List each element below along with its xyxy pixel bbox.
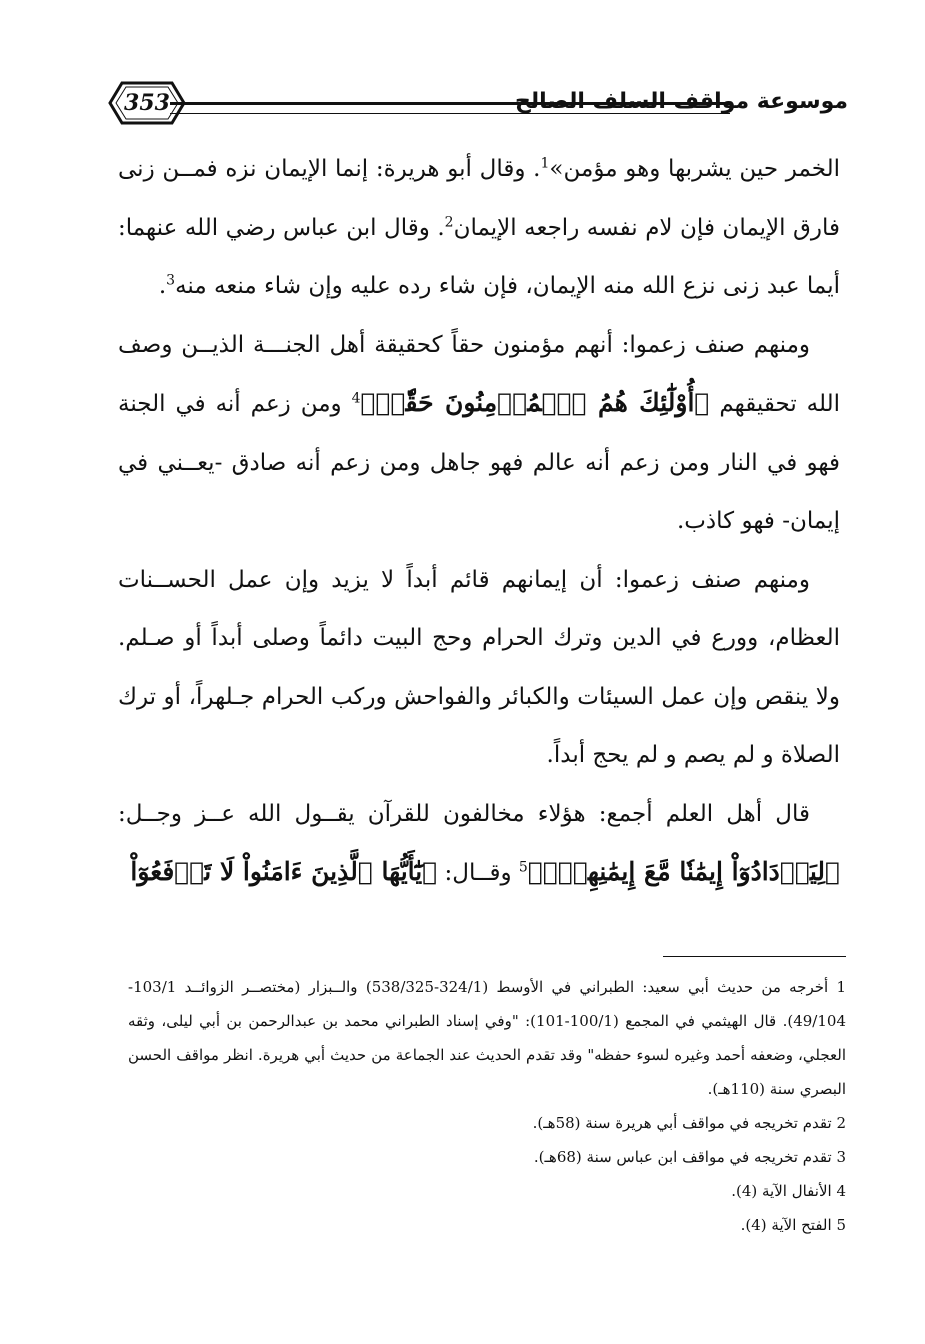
- footnote-ref-2: 2: [444, 213, 454, 230]
- paragraph-text: ومنهم صنف زعموا: أنهم مؤمنون حقاً كحقيقة أهل الجنـــة الذيــن وصف الله تحقيقهم: [118, 331, 841, 417]
- paragraph-1: [118, 140, 840, 316]
- footnote-text: تقدم تخريجه في مواقف ابن عباس سنة (68هـ).: [533, 1148, 832, 1166]
- footnotes: [128, 970, 846, 1242]
- footnote-text: أخرجه من حديث أبي سعيد: الطبراني في الأوسط (324/1-538/325) والــبزار (مختصــر الزوائــد 103/1-49/104). قال الهيثمي في المجمع (100/1-101): "وفي إسناد الطبراني محمد بن عبدالرحمن بن أبي ليلى، وثقه العجلي، وضعفه أحمد وغيره لسوء حفظه" وقد تقدم الحديث عند الجماعة من حديث أبي هريرة. انظر مواقف الحسن البصري سنة (110هـ).: [128, 978, 846, 1098]
- quran-verse: ﴿لِيَزۡدَادُوٓاْ إِيمَٰنٗا مَّعَ إِيمَٰنِهِمۡۗ﴾: [527, 857, 840, 886]
- footnote-separator: [663, 956, 846, 957]
- paragraph-4: [118, 785, 840, 903]
- footnote-number: 2: [836, 1114, 846, 1132]
- page-number: 353: [124, 90, 170, 116]
- paragraph-text: .: [158, 273, 167, 299]
- paragraph-text: الخمر حين يشربها وهو مؤمن»: [549, 156, 840, 182]
- paragraph-text: ومن زعم أنه في الجنة فهو في النار ومن زعم أنه عالم فهو جاهل ومن زعم أنه صادق -يعــني في إيمان- فهو كاذب.: [118, 391, 840, 534]
- footnote-number: 1: [836, 978, 846, 996]
- footnote-text: الأنفال الآية (4).: [731, 1182, 832, 1200]
- footnote-text: تقدم تخريجه في مواقف أبي هريرة سنة (58هـ).: [532, 1114, 832, 1132]
- footnote-ref-5: 5: [518, 859, 528, 876]
- footnote-ref-1: 1: [540, 155, 550, 172]
- footnote-4: [128, 1174, 846, 1208]
- paragraph-text: . وقال أبو هريرة: إنما الإيمان نزه فمــن زنى فارق الإيمان فإن لام نفسه راجعه الإيمان: [118, 156, 840, 241]
- footnote-2: [128, 1106, 846, 1140]
- main-text: [118, 140, 840, 903]
- paragraph-text: قال أهل العلم أجمع: هؤلاء مخالفون للقرآن يقــول الله عــز وجــل:: [118, 800, 810, 827]
- paragraph-2: [118, 316, 840, 551]
- footnote-ref-4: 4: [351, 390, 361, 407]
- footnote-3: [128, 1140, 846, 1174]
- footnote-number: 5: [836, 1216, 846, 1234]
- footnote-number: 3: [836, 1148, 846, 1166]
- quran-verse: ﴿أُوْلَٰٓئِكَ هُمُ ٱلۡمُؤۡمِنُونَ حَقّٗاۚ﴾: [360, 388, 710, 417]
- paragraph-text: وقــال:: [437, 860, 519, 886]
- footnote-1: [128, 970, 846, 1106]
- quran-verse: ﴿يَٰٓأَيُّهَا ٱلَّذِينَ ءَامَنُواْ لَا تَرۡفَعُوٓاْ: [130, 857, 438, 886]
- footnote-number: 4: [836, 1182, 846, 1200]
- footnote-ref-3: 3: [166, 272, 176, 289]
- paragraph-text: ومنهم صنف زعموا: أن إيمانهم قائم أبداً لا يزيد وإن عمل الحســنات العظام، وورع في الدين وترك الحرام وحج البيت دائماً وصلى أبداً أو صـلم. ولا ينقص وإن عمل السيئات والكبائر والفواحش وركب الحرام جـلهراً، أو ترك الصلاة و لم يصم و لم يحج أبداً.: [118, 566, 840, 768]
- paragraph-3: [118, 551, 840, 785]
- footnote-text: الفتح الآية (4).: [740, 1216, 832, 1234]
- footnote-5: [128, 1208, 846, 1242]
- series-title: موسوعة مواقف السلف الصالح: [515, 89, 848, 114]
- paragraph-text: . وقال ابن عباس رضي الله عنهما: أيما عبد زنى نزع الله منه الإيمان، فإن شاء رده عليه وإن شاء منعه منه: [118, 214, 840, 299]
